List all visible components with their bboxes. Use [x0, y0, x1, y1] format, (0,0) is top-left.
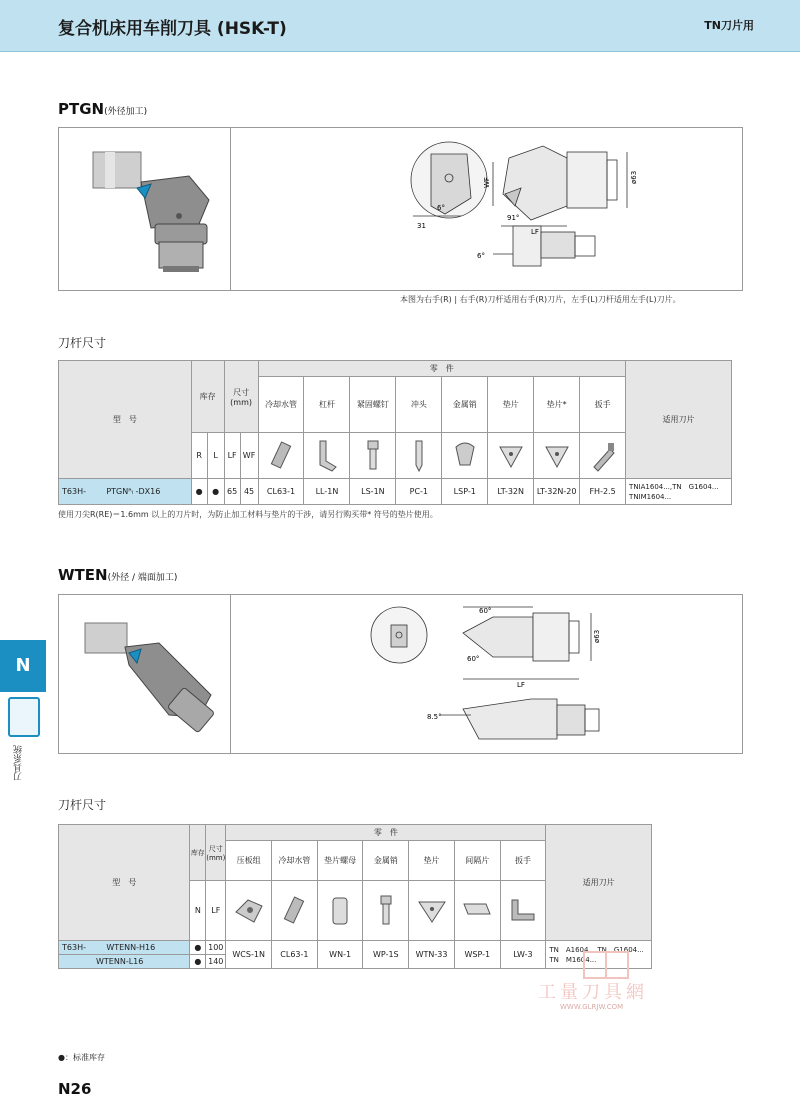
- shim-nut-icon: [317, 881, 363, 941]
- wten-part-head: 金属销: [363, 841, 409, 881]
- ptgn-part: FH-2.5: [580, 479, 626, 505]
- shim-icon: [488, 433, 534, 479]
- wten-part-head: 扳手: [500, 841, 546, 881]
- ptgn-part: PC-1: [396, 479, 442, 505]
- wten-dim-lf: LF: [517, 681, 525, 689]
- wten-dim-d63: ø63: [593, 629, 601, 643]
- ptgn-part: LT-32N-20: [534, 479, 580, 505]
- ptgn-dim-d63: ø63: [630, 170, 638, 184]
- metal-pin-icon: [442, 433, 488, 479]
- wten-name: WTEN: [58, 566, 108, 584]
- ptgn-dim-91: 91°: [507, 214, 520, 222]
- wten-part-head: 压板组: [226, 841, 272, 881]
- shim-icon: [409, 881, 455, 941]
- shim-alt-icon: [534, 433, 580, 479]
- wten-lf: 100: [206, 941, 226, 955]
- wten-part: WSP-1: [454, 941, 500, 969]
- wten-insert-line: TN A1604...,TN G1604...: [549, 945, 644, 954]
- ptgn-part: LL-1N: [304, 479, 350, 505]
- ptgn-col-wf: WF: [240, 433, 258, 479]
- coolant-pipe-icon: [258, 433, 304, 479]
- ptgn-inserts: [626, 479, 732, 505]
- wten-part: WN-1: [317, 941, 363, 969]
- ptgn-stock-header: 库存: [191, 361, 224, 433]
- wten-part: CL63-1: [272, 941, 318, 969]
- ptgn-dim-31: 31: [417, 222, 426, 230]
- watermark-url: WWW.GLRJW.COM: [560, 1003, 624, 1011]
- spacer-icon: [454, 881, 500, 941]
- side-tab-n[interactable]: N: [0, 640, 46, 692]
- wten-figure: [58, 594, 743, 754]
- wten-col-n: N: [190, 881, 206, 941]
- wrench-icon: [580, 433, 626, 479]
- header-tag: TN刀片用: [704, 19, 754, 32]
- wten-size-header: 尺寸 (mm): [206, 825, 226, 881]
- ptgn-insert-line: TNⅠA1604...,TN G1604...: [629, 482, 719, 491]
- ptgn-part-head: 垫片*: [534, 377, 580, 433]
- ptgn-footnote: 使用刀尖R(RE)＝1.6mm 以上的刀片时，为防止加工材料与垫片的干涉，请另行购买带* 符号的垫片使用。: [58, 510, 438, 519]
- ptgn-part-head: 垫片: [488, 377, 534, 433]
- wten-model-prefix: T63H-: [62, 943, 86, 952]
- wten-table-title: 刀杆尺寸: [58, 798, 107, 812]
- wten-stock-n: ●: [190, 941, 206, 955]
- metal-pin-icon: [363, 881, 409, 941]
- wten-model-cell: [59, 955, 190, 969]
- ptgn-part-head: 冷却水管: [258, 377, 304, 433]
- page-header: [0, 0, 800, 52]
- ptgn-parts-header: 零 件: [258, 361, 626, 377]
- coolant-pipe-icon: [272, 881, 318, 941]
- ptgn-hand-note: 本图为右手(R) | 右手(R)刀杆适用右手(R)刀片，左手(L)刀杆适用左手(L)刀片。: [400, 295, 681, 304]
- ptgn-subtitle: (外径加工): [104, 107, 148, 117]
- page-title: 复合机床用车削刀具 (HSK-T): [58, 19, 287, 39]
- ptgn-size-header: 尺寸 (mm): [224, 361, 258, 433]
- ptgn-col-lf: LF: [224, 433, 240, 479]
- ptgn-dim-6a: 6°: [437, 204, 445, 212]
- wten-dim-85: 8.5°: [427, 713, 442, 721]
- ptgn-table-title: 刀杆尺寸: [58, 336, 107, 350]
- ptgn-part: LS-1N: [350, 479, 396, 505]
- ptgn-name: PTGN: [58, 100, 105, 118]
- section-title-ptgn: [58, 100, 147, 118]
- side-label: 刀具系统: [14, 745, 24, 781]
- wten-part-head: 冷却水管: [272, 841, 318, 881]
- ptgn-part-head: 扳手: [580, 377, 626, 433]
- ptgn-wf: 45: [240, 479, 258, 505]
- watermark-text: 工量刀具網: [538, 982, 648, 1003]
- ptgn-stock-r: ●: [191, 479, 207, 505]
- wten-col-lf: LF: [206, 881, 226, 941]
- wten-dim-60a: 60°: [479, 607, 492, 615]
- wten-part-head: 垫片螺母: [317, 841, 363, 881]
- ptgn-photo-panel: [59, 128, 231, 290]
- clamp-screw-icon: [350, 433, 396, 479]
- wten-part-head: 垫片: [409, 841, 455, 881]
- ptgn-tool-photo: [59, 128, 231, 292]
- ptgn-insert-line: TNⅠM1604...: [629, 492, 672, 501]
- ptgn-figure: [58, 127, 743, 291]
- wten-lf: 140: [206, 955, 226, 969]
- wten-model-header: 型 号: [59, 825, 190, 941]
- ptgn-model-name: PTGNᴿₗ -DX16: [106, 487, 161, 496]
- ptgn-model-header: 型 号: [59, 361, 192, 479]
- section-title-wten: [58, 566, 177, 584]
- ptgn-drawings: [231, 128, 743, 292]
- wten-part: WCS-1N: [226, 941, 272, 969]
- ptgn-part: LSP-1: [442, 479, 488, 505]
- wten-insert-line: TN M1604...: [549, 955, 597, 964]
- wten-model-name: WTENN-H16: [106, 943, 156, 952]
- lever-icon: [304, 433, 350, 479]
- wten-model-name: WTENN-L16: [96, 957, 144, 966]
- page-number: N26: [58, 1080, 92, 1098]
- wten-part-head: 间隔片: [454, 841, 500, 881]
- tool-system-icon: [8, 697, 40, 737]
- wten-drawings: [231, 595, 743, 755]
- ptgn-col-r: R: [191, 433, 207, 479]
- ptgn-part-head: 杠杆: [304, 377, 350, 433]
- stock-legend: ●：标准库存: [58, 1053, 105, 1062]
- ptgn-part-head: 紧固螺钉: [350, 377, 396, 433]
- ptgn-lf: 65: [224, 479, 240, 505]
- ptgn-insert-header: 适用刀片: [626, 361, 732, 479]
- wten-stock-n: ●: [190, 955, 206, 969]
- wten-model-cell: [59, 941, 190, 955]
- ptgn-dim-wf: WF: [483, 177, 491, 188]
- wten-part: WTN-33: [409, 941, 455, 969]
- ptgn-part-head: 冲头: [396, 377, 442, 433]
- wten-part: WP-1S: [363, 941, 409, 969]
- wten-photo-panel: [59, 595, 231, 753]
- ptgn-dim-6b: 6°: [477, 252, 485, 260]
- ptgn-model-cell: [59, 479, 192, 505]
- ptgn-spec-table: [58, 360, 732, 505]
- ptgn-part: CL63-1: [258, 479, 304, 505]
- clamp-set-icon: [226, 881, 272, 941]
- ptgn-stock-l: ●: [207, 479, 224, 505]
- wten-dim-60b: 60°: [467, 655, 480, 663]
- ptgn-dim-lf: LF: [531, 228, 539, 236]
- wten-tool-photo: [59, 595, 231, 755]
- wrench-icon: [500, 881, 546, 941]
- wten-subtitle: (外径 / 端面加工): [107, 573, 178, 583]
- ptgn-part-head: 金属销: [442, 377, 488, 433]
- punch-icon: [396, 433, 442, 479]
- wten-part: LW-3: [500, 941, 546, 969]
- wten-stock-header: 库存: [190, 825, 206, 881]
- ptgn-col-l: L: [207, 433, 224, 479]
- wten-parts-header: 零 件: [226, 825, 546, 841]
- ptgn-model-prefix: T63H-: [62, 487, 86, 496]
- ptgn-part: LT-32N: [488, 479, 534, 505]
- wten-insert-header: 适用刀片: [546, 825, 652, 941]
